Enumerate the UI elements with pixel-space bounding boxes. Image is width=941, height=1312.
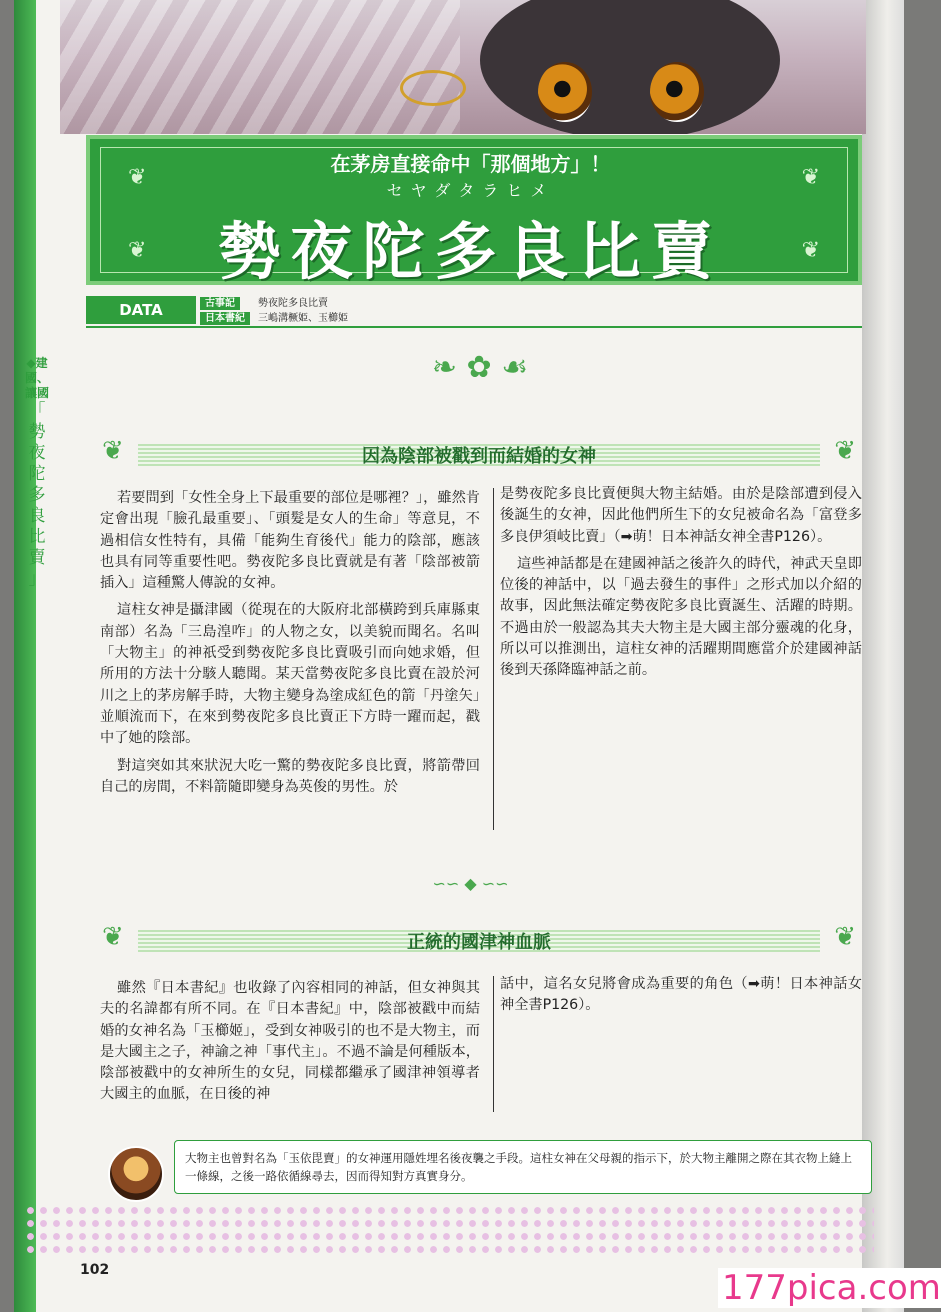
side-nav-chapter: ◆建國、讓國: [24, 356, 49, 400]
mid-divider-icon: ∽∽ ◆ ∽∽: [432, 874, 509, 893]
eye-icon: [538, 62, 592, 122]
note-text: 大物主也曾對名為「玉依毘賣」的女神運用隱姓埋名後夜襲之手段。這柱女神在父母親的指示下，於大物主離開之際在其衣物上縫上一條線，之後一路依循線尋去，因而得知對方真實身分。: [185, 1151, 852, 1183]
source-book: 日本書紀: [200, 312, 250, 325]
paragraph: 對這突如其來狀況大吃一驚的勢夜陀多良比賣，將箭帶回自己的房間，不料箭隨即變身為英俊的男性。於: [100, 757, 480, 795]
paragraph: 話中，這名女兒將會成為重要的角色（➡萌！日本神話女神全書P126）。: [500, 976, 862, 1014]
swirl-icon: ❦: [128, 238, 147, 263]
side-nav-bracket: 「: [28, 401, 46, 421]
section-heading: [98, 924, 860, 958]
data-label: DATA: [86, 296, 196, 324]
section2-right-column: [500, 974, 862, 1023]
paragraph: 雖然『日本書紀』也收錄了內容相同的神話，但女神與其夫的名諱都有所不同。在『日本書紀』中，陰部被戳中而結婚的女神名為「玉櫛姬」，受到女神吸引的也不是大物主，而是大國主之子，神諭之神「事代主」。不過不論是何種版本，陰部被戳中的女神所生的女兒，同樣都繼承了國津神領導者大國主的血脈，在日後的神: [100, 980, 480, 1103]
swirl-icon: ❦: [801, 238, 820, 263]
data-rule: [86, 326, 862, 328]
section-title: 正統的國津神血脈: [407, 932, 551, 953]
swirl-icon: ❦: [834, 436, 856, 466]
swirl-icon: ❦: [128, 165, 147, 190]
side-nav-name: 勢夜陀多良比賣: [28, 422, 46, 568]
ornament-icon: [400, 70, 466, 106]
section2-left-column: [100, 978, 480, 1112]
page-number: 102: [80, 1262, 110, 1278]
paragraph: 是勢夜陀多良比賣便與大物主結婚。由於是陰部遭到侵入後誕生的女神，因此他們所生下的女兒被命名為「富登多多良伊須岐比賣」（➡萌！日本神話女神全書P126）。: [500, 486, 862, 545]
paragraph: 這柱女神是攝津國（從現在的大阪府北部橫跨到兵庫縣東南部）名為「三島湟咋」的人物之女，以美貌而聞名。名叫「大物主」的神祇受到勢夜陀多良比賣吸引而向她求婚，但所用的方法十分駭人聽聞。某天當勢夜陀多良比賣在設於河川之上的茅房解手時，大物主變身為塗成紅色的箭「丹塗矢」並順流而下，在來到勢夜陀多良比賣正下方時一躍而起，戳中了她的陰部。: [100, 602, 480, 747]
side-chapter-nav: [24, 356, 50, 590]
side-nav-bracket: 」: [28, 569, 46, 589]
swirl-icon: ❦: [801, 165, 820, 190]
clover-flourish-icon: ❧ ✿ ☙: [431, 350, 529, 385]
eye-icon: [650, 62, 704, 122]
watermark: 177pica.com: [718, 1268, 941, 1308]
swirl-icon: ❦: [102, 922, 124, 952]
section1-left-column: [100, 488, 480, 804]
header-illustration: [60, 0, 866, 134]
page-title: 勢夜陀多良比賣: [218, 215, 723, 288]
paragraph: 若要問到「女性全身上下最重要的部位是哪裡？」，雖然肯定會出現「臉孔最重要」、「頭髮是女人的生命」等意見，不過相信女性特有，具備「能夠生育後代」能力的陰部，應該也具有同等重要性吧。勢夜陀多良比賣就是有著「陰部被箭插入」這種驚人傳說的女神。: [100, 490, 480, 592]
title-tagline: 在茅房直接命中「那個地方」！: [330, 152, 611, 176]
section1-right-column: [500, 484, 862, 688]
dot-pattern: [24, 1204, 874, 1256]
source-value: 三嶋溝橛姫、玉櫛姫: [258, 313, 348, 324]
mascot-avatar: [108, 1146, 164, 1202]
section-heading: [98, 438, 860, 472]
title-ruby: セヤダタラヒメ: [386, 181, 555, 200]
column-divider: [493, 488, 494, 830]
column-divider: [493, 976, 494, 1112]
section-title: 因為陰部被戳到而結婚的女神: [362, 446, 596, 467]
source-book: 古事記: [200, 297, 240, 310]
source-value: 勢夜陀多良比賣: [258, 298, 328, 309]
paragraph: 這些神話都是在建國神話之後許久的時代，神武天皇即位後的神話中，以「過去發生的事件」之形式加以介紹的故事，因此無法確定勢夜陀多良比賣誕生、活躍的時期。不過由於一般認為其夫大物主是大國主部分靈魂的化身，所以可以推測出，這柱女神的活躍期間應當介於建國神話後到天孫降臨神話之前。: [500, 555, 862, 679]
sidebar-note: [174, 1140, 872, 1194]
swirl-icon: ❦: [102, 436, 124, 466]
swirl-icon: ❦: [834, 922, 856, 952]
